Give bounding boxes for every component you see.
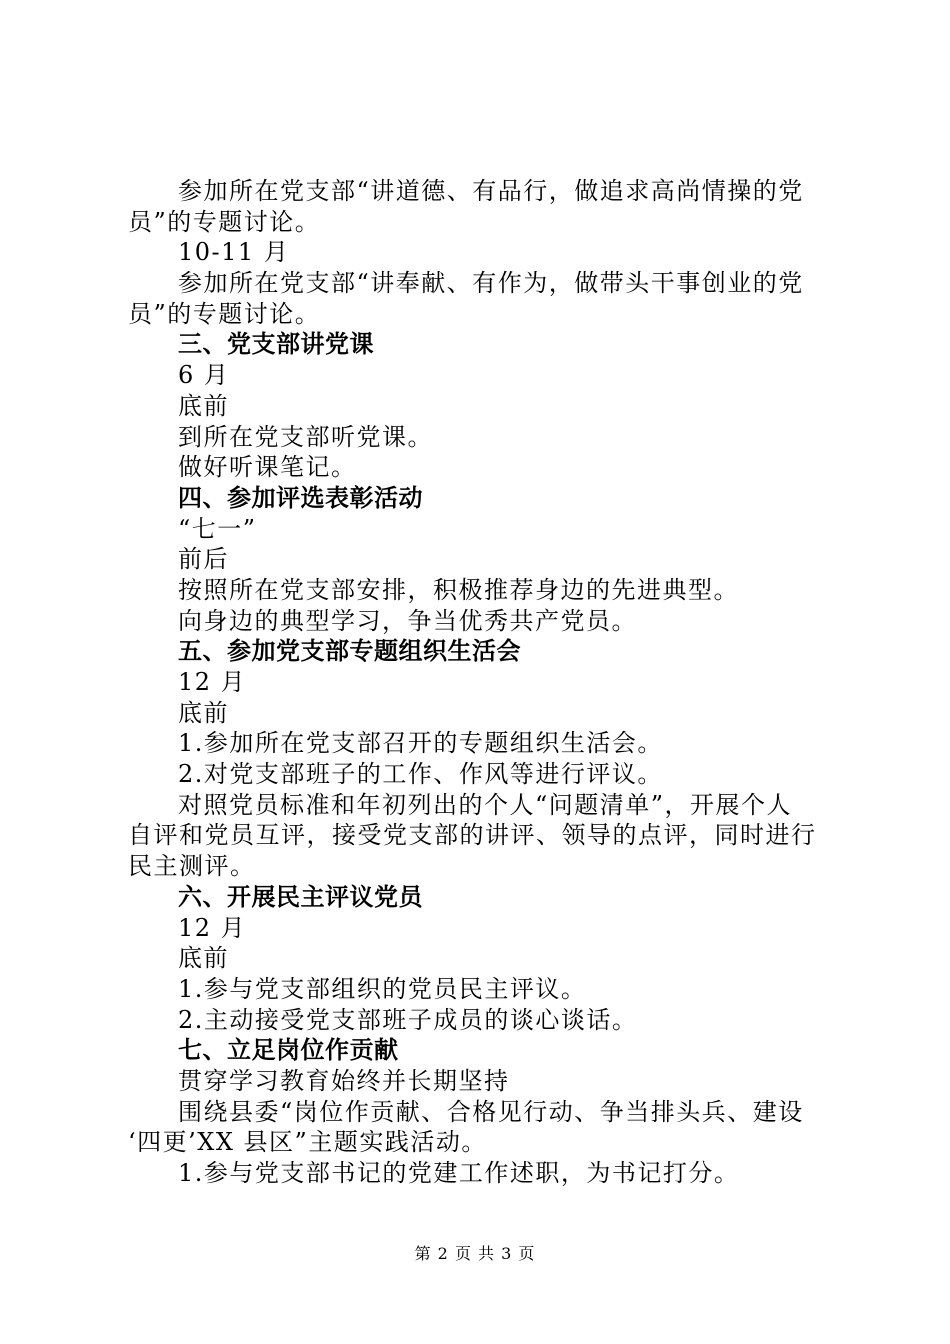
text-line: 做好听课笔记。 (178, 453, 357, 482)
text-line: ‘四更’XX 县区”主题实践活动。 (128, 1128, 487, 1157)
text-line: 前后 (178, 545, 229, 574)
text-line: 对照党员标准和年初列出的个人“问题清单”，开展个人 (178, 790, 793, 819)
section-heading: 五、参加党支部专题组织生活会 (178, 637, 521, 666)
section-heading: 六、开展民主评议党员 (178, 882, 423, 911)
text-line: 员”的专题讨论。 (128, 299, 321, 328)
text-line: “七一” (178, 514, 257, 543)
text-line: 2.主动接受党支部班子成员的谈心谈话。 (178, 1005, 638, 1034)
text-line: 2.对党支部班子的工作、作风等进行评议。 (178, 760, 663, 789)
text-line: 12 月 (178, 668, 247, 696)
text-line: 10-11 月 (178, 238, 290, 267)
page-footer: 第 2 页 共 3 页 (414, 1244, 536, 1263)
section-heading: 四、参加评选表彰活动 (178, 483, 423, 512)
text-line: 按照所在党支部安排，积极推荐身边的先进典型。 (178, 575, 739, 604)
text-line: 12 月 (178, 913, 247, 942)
text-line: 1.参与党支部书记的党建工作述职，为书记打分。 (178, 1159, 740, 1187)
text-line: 1.参加所在党支部召开的专题组织生活会。 (178, 729, 663, 758)
text-line: 底前 (178, 698, 229, 727)
document-body (128, 176, 830, 1189)
section-heading: 七、立足岗位作贡献 (178, 1036, 399, 1065)
text-line: 底前 (178, 944, 229, 973)
text-line: 参加所在党支部“讲道德、有品行，做追求高尚情操的党 (178, 177, 804, 205)
text-line: 员”的专题讨论。 (128, 207, 321, 236)
text-line: 民主测评。 (128, 852, 256, 881)
text-line: 贯穿学习教育始终并长期坚持 (178, 1066, 510, 1095)
text-line: 向身边的典型学习，争当优秀共产党员。 (178, 606, 637, 635)
text-line: 参加所在党支部“讲奉献、有作为，做带头干事创业的党 (178, 269, 804, 298)
text-line: 到所在党支部听党课。 (178, 422, 433, 451)
text-line: 自评和党员互评，接受党支部的讲评、领导的点评，同时进行 (128, 821, 817, 850)
text-line: 底前 (178, 391, 229, 420)
text-line: 围绕县委“岗位作贡献、合格见行动、争当排头兵、建设 (178, 1097, 804, 1126)
text-line: 1.参与党支部组织的党员民主评议。 (178, 974, 587, 1003)
section-heading: 三、党支部讲党课 (178, 330, 374, 359)
text-line: 6 月 (178, 361, 230, 390)
